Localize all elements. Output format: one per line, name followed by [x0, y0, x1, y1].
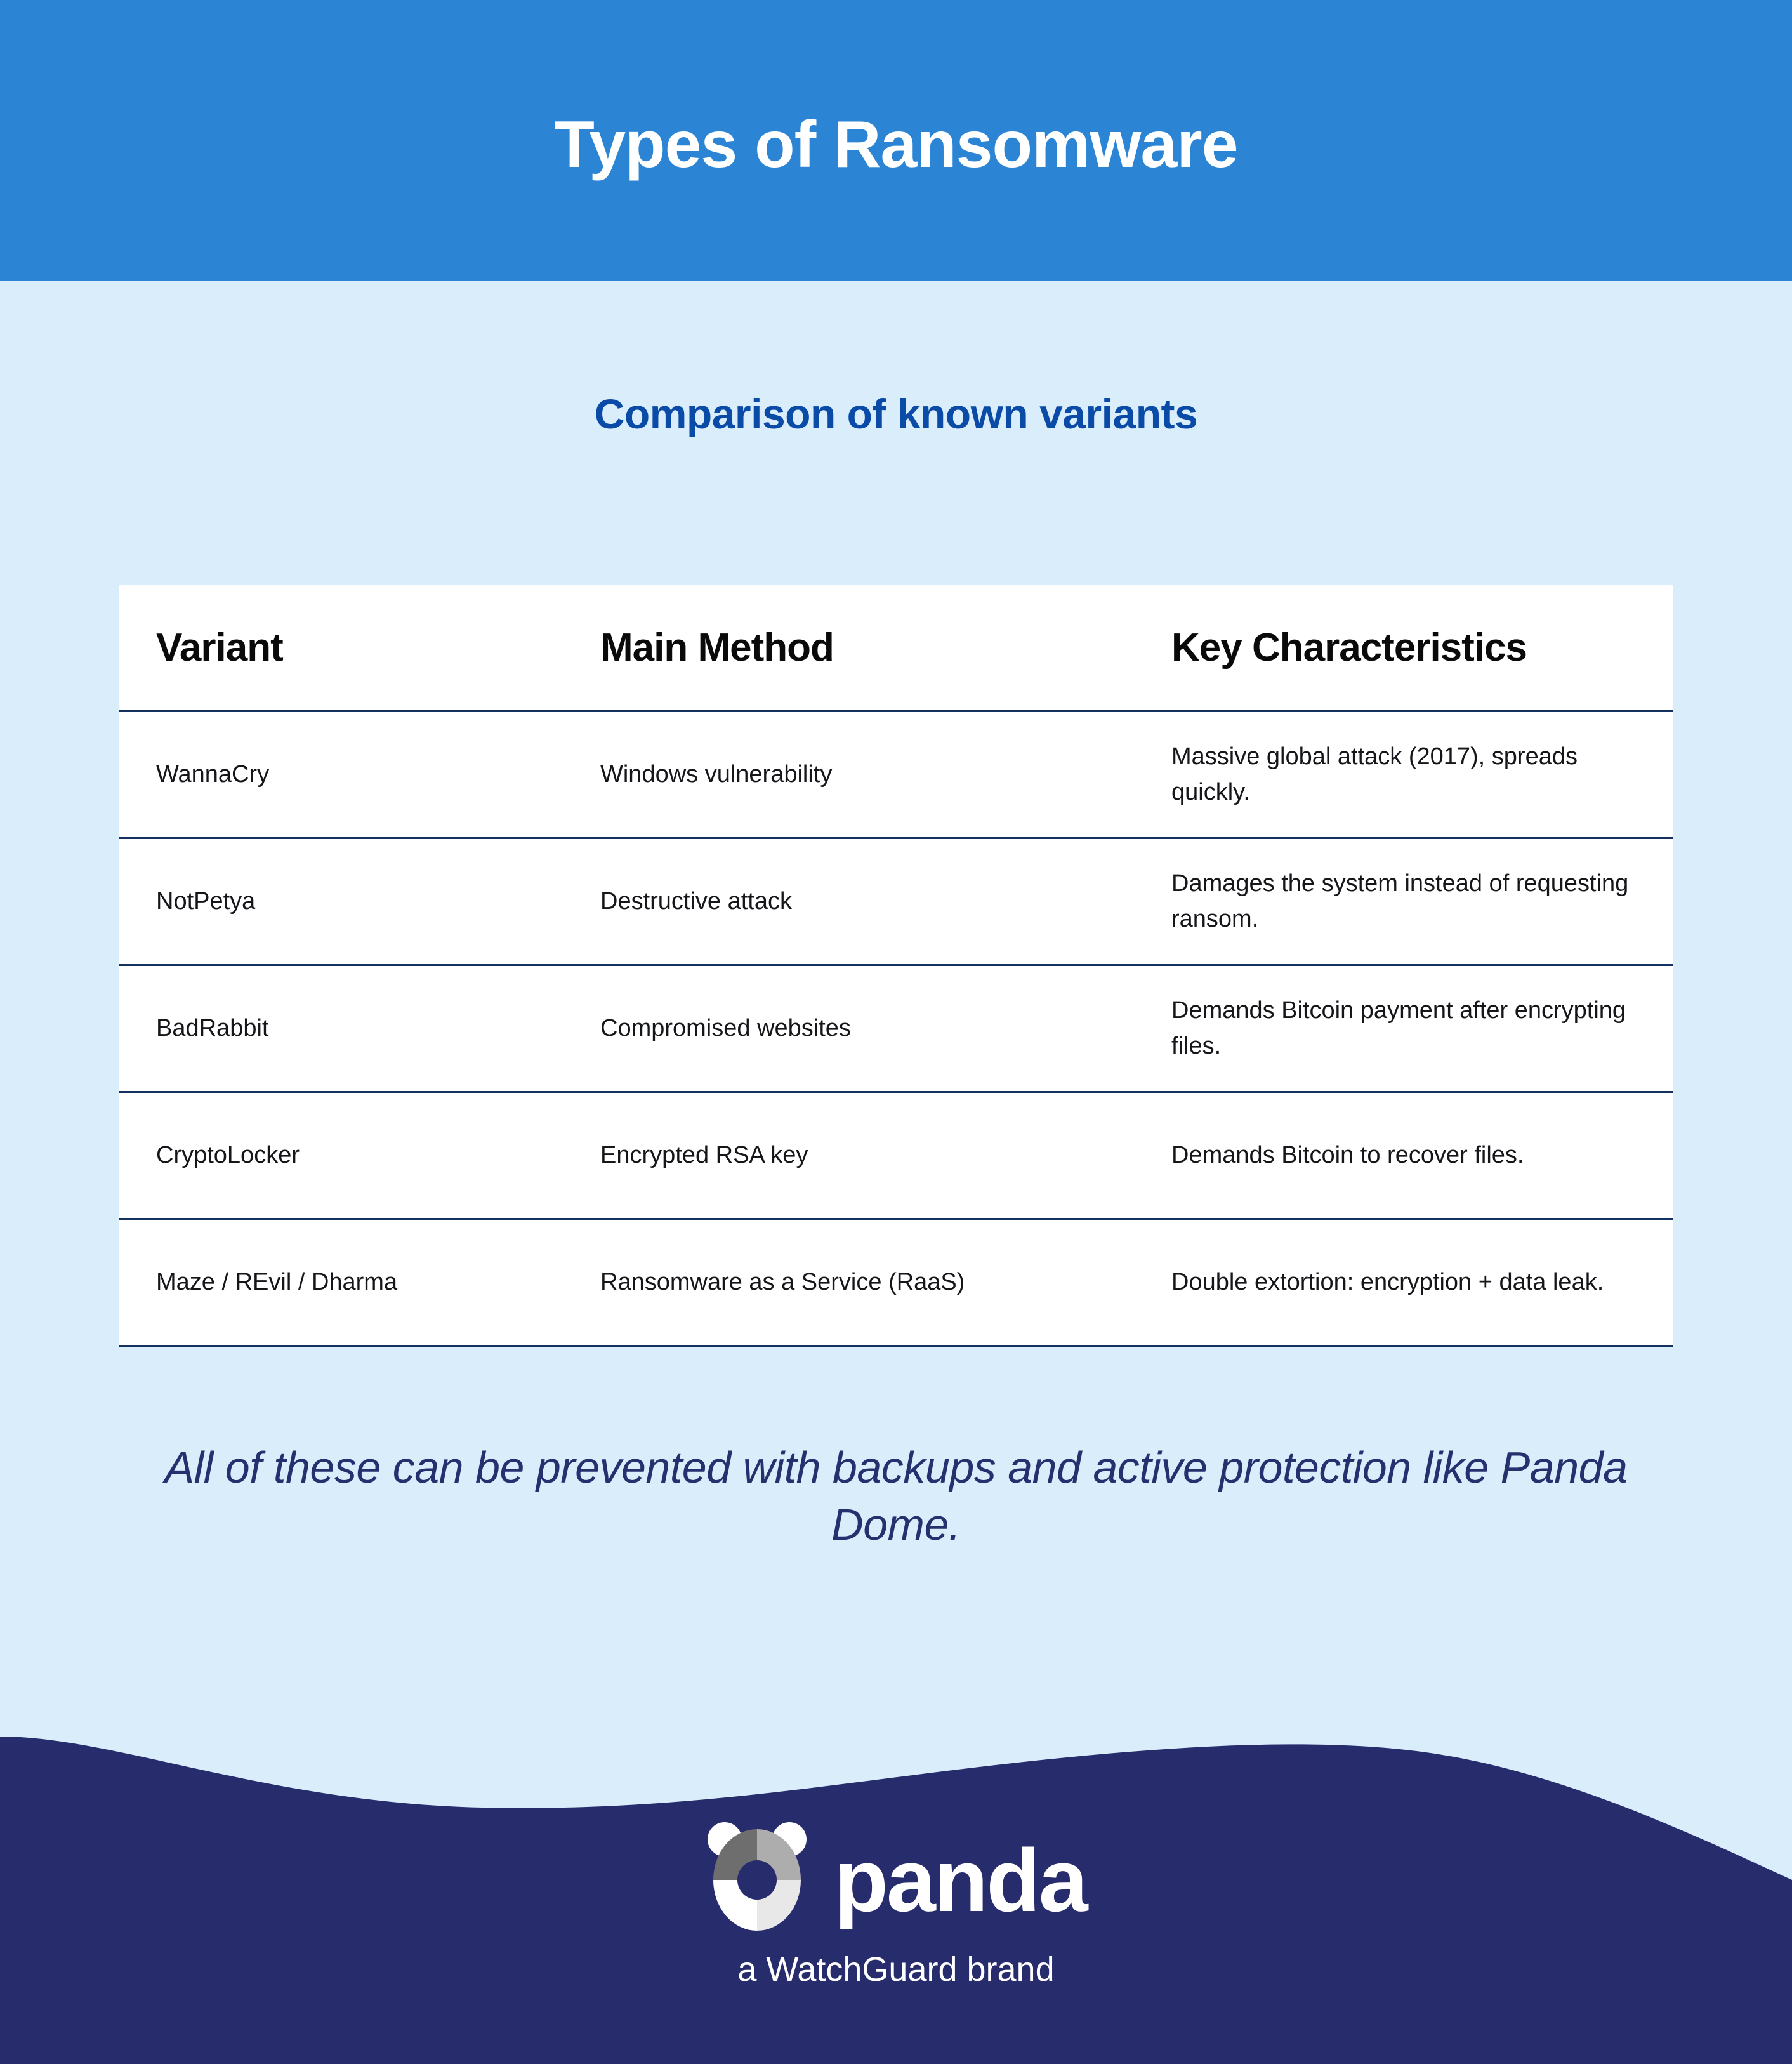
table-row [119, 839, 1673, 966]
panda-logo-icon [706, 1820, 808, 1933]
column-header-key-characteristics: Key Characteristics [1171, 626, 1527, 670]
panda-wordmark: panda [834, 1830, 1086, 1930]
brand-tagline: a WatchGuard brand [737, 1950, 1055, 1988]
table-row [119, 1220, 1673, 1347]
cell-key-characteristics: Demands Bitcoin to recover files. [1171, 1141, 1524, 1168]
page-title: Types of Ransomware [554, 108, 1238, 182]
cell-main-method: Windows vulnerability [600, 760, 833, 788]
cell-variant: WannaCry [156, 760, 270, 788]
panda-logo-lockup [706, 1820, 1086, 1933]
cell-variant: Maze / REvil / Dharma [156, 1268, 398, 1295]
cell-main-method: Encrypted RSA key [600, 1141, 808, 1168]
table-row [119, 966, 1673, 1093]
header-band [0, 0, 1792, 281]
cell-key-characteristics: Double extortion: encryption + data leak. [1171, 1268, 1604, 1295]
cell-main-method: Destructive attack [600, 887, 792, 915]
table-row [119, 1093, 1673, 1220]
cell-variant: BadRabbit [156, 1014, 269, 1042]
cell-main-method: Ransomware as a Service (RaaS) [600, 1268, 965, 1295]
column-header-variant: Variant [156, 626, 283, 670]
table-header-row [119, 585, 1673, 712]
table-row [119, 712, 1673, 839]
cell-variant: CryptoLocker [156, 1141, 300, 1168]
variants-comparison-table [119, 585, 1673, 1347]
cell-key-characteristics: Demands Bitcoin payment after encrypting files. [1171, 997, 1626, 1059]
column-header-main-method: Main Method [600, 626, 834, 670]
footer-content [0, 1670, 1792, 2064]
cell-main-method: Compromised websites [600, 1014, 851, 1042]
cell-variant: NotPetya [156, 887, 256, 915]
section-subtitle: Comparison of known variants [594, 390, 1198, 437]
cell-key-characteristics: Massive global attack (2017), spreads quickly. [1171, 743, 1578, 805]
prevention-footnote: All of these can be prevented with backups and active protection like Panda Dome. [164, 1443, 1628, 1549]
cell-key-characteristics: Damages the system instead of requesting ransom. [1171, 870, 1629, 932]
